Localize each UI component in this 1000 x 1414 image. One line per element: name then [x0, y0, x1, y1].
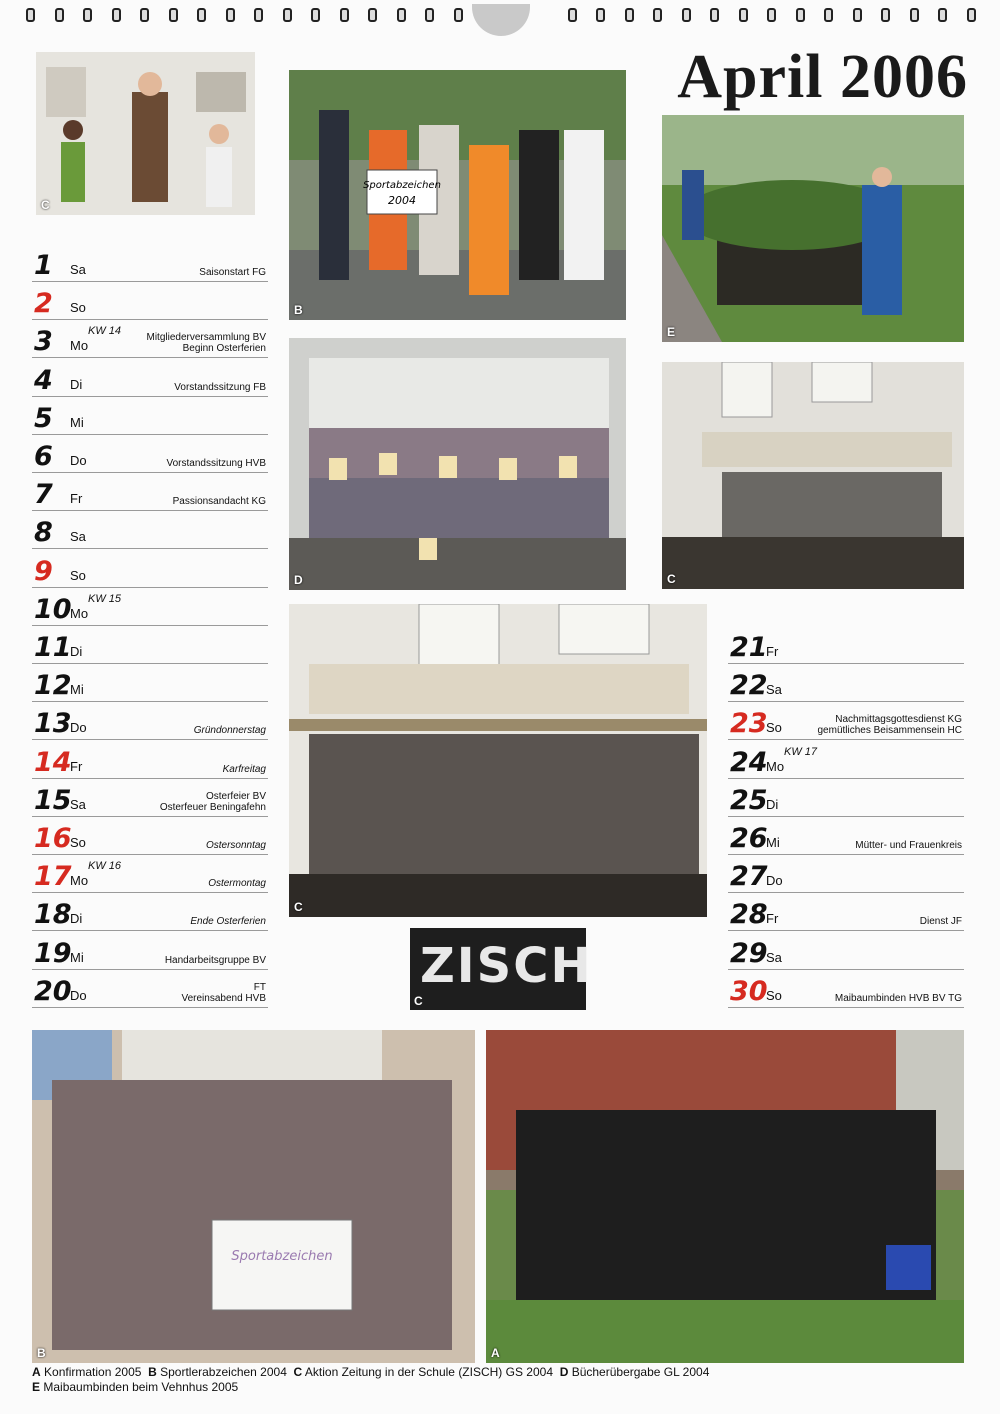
day-row	[32, 363, 268, 397]
day-number: 20	[34, 975, 72, 1007]
weekday: Mo	[766, 758, 785, 774]
day-event	[835, 993, 962, 1004]
weekday: Di	[70, 911, 83, 927]
weekday: Mi	[70, 949, 84, 965]
legend-text-d: Bücherübergabe GL 2004	[571, 1365, 710, 1379]
event-line: Ende Osterferien	[190, 916, 266, 928]
binding-ring	[226, 8, 235, 22]
day-number: 18	[34, 899, 72, 931]
legend-key-b: B	[148, 1365, 157, 1379]
day-event	[160, 791, 266, 813]
weekday: Sa	[70, 796, 86, 812]
binding-ring	[824, 8, 833, 22]
day-event	[167, 458, 267, 469]
event-line: gemütliches Beisammensein HC	[817, 725, 962, 737]
zisch-sign-text: ZISCH	[420, 938, 593, 994]
photo-sportabzeichen-group	[289, 70, 626, 320]
day-number: 1	[34, 250, 53, 281]
binding-ring	[55, 8, 64, 22]
photo-label: C	[414, 994, 423, 1008]
event-line: Gründonnerstag	[193, 725, 266, 737]
binding-ring	[739, 8, 748, 22]
day-event	[817, 714, 962, 736]
calendar-hanger	[472, 4, 530, 36]
day-number: 11	[34, 632, 72, 663]
day-number: 30	[730, 975, 768, 1007]
event-line: Passionsandacht KG	[172, 496, 266, 508]
day-row	[32, 706, 268, 740]
day-event	[223, 764, 266, 775]
day-row	[32, 821, 268, 855]
binding-ring	[682, 8, 691, 22]
binding-ring	[169, 8, 178, 22]
day-row	[32, 936, 268, 970]
day-event	[206, 840, 266, 851]
day-row	[32, 439, 268, 473]
binding-ring	[796, 8, 805, 22]
weekday: Do	[70, 987, 87, 1003]
day-number: 25	[730, 784, 768, 816]
legend-line-2	[32, 1380, 709, 1395]
day-row	[32, 401, 268, 435]
photo-label: E	[667, 325, 676, 339]
calendar-week: KW 14	[88, 325, 122, 338]
event-line: Handarbeitsgruppe BV	[164, 954, 266, 966]
day-number: 22	[730, 670, 768, 702]
day-number: 19	[34, 937, 72, 969]
binding-ring	[967, 8, 976, 22]
sign-line-2: 2004	[388, 194, 416, 207]
binding-ring	[853, 8, 862, 22]
photo-konfirmation	[486, 1030, 964, 1363]
day-row	[32, 324, 268, 358]
event-line: Ostersonntag	[205, 840, 266, 851]
legend-line-1	[32, 1365, 709, 1380]
day-number: 24	[730, 746, 768, 778]
day-row	[32, 974, 268, 1008]
weekday: Sa	[70, 262, 86, 277]
calendar-week: KW 17	[784, 745, 818, 758]
day-row	[728, 630, 964, 664]
weekday: Fr	[70, 491, 83, 507]
photo-zisch-performance	[662, 362, 964, 589]
photo-label: D	[294, 573, 303, 587]
event-line: Dienst JF	[919, 916, 962, 928]
binding-ring	[112, 8, 121, 22]
event-line: FT	[253, 981, 266, 993]
binding-ring	[653, 8, 662, 22]
day-event	[190, 916, 266, 927]
day-number: 26	[730, 823, 768, 854]
weekday: Mi	[70, 414, 84, 430]
binding-ring	[83, 8, 92, 22]
binding-ring	[938, 8, 947, 22]
day-number: 2	[34, 288, 53, 320]
day-number: 29	[730, 937, 768, 969]
legend-text-e: Maibaumbinden beim Vehnhus 2005	[43, 1380, 239, 1394]
binding-ring	[454, 8, 463, 22]
calendar-week: KW 15	[88, 592, 122, 605]
photo-label: C	[667, 572, 676, 586]
day-number: 27	[730, 861, 768, 893]
zisch-sign-photo	[410, 928, 593, 1010]
event-line: Vereinsabend HVB	[181, 992, 266, 1004]
day-row	[728, 745, 964, 779]
day-number: 6	[34, 441, 53, 472]
day-number: 4	[34, 364, 53, 396]
weekday: Mo	[70, 338, 89, 354]
day-row	[728, 668, 964, 702]
weekday: So	[70, 835, 86, 850]
day-row	[728, 859, 964, 893]
weekday: Do	[70, 453, 87, 468]
day-row	[32, 515, 268, 549]
sign-line-1: Sportabzeichen	[363, 180, 441, 191]
day-number: 8	[34, 517, 53, 549]
event-line: Ostermontag	[208, 878, 266, 890]
photo-zisch-stage	[289, 604, 707, 917]
binding-ring	[283, 8, 292, 22]
photo-label: C	[41, 198, 50, 212]
event-line: Nachmittagsgottesdienst KG	[835, 714, 962, 726]
day-event	[174, 382, 266, 393]
day-row	[728, 897, 964, 931]
weekday: Fr	[766, 644, 779, 659]
day-number: 9	[34, 555, 53, 587]
day-number: 3	[34, 326, 53, 358]
photo-sportabzeichen-school	[32, 1030, 475, 1363]
weekday: Di	[766, 796, 779, 812]
photo-label: B	[294, 303, 303, 317]
day-row	[32, 897, 268, 931]
photo-maibaumbinden	[662, 115, 964, 342]
binding-ring	[881, 8, 890, 22]
day-row	[32, 783, 268, 817]
weekday: Di	[70, 644, 83, 659]
weekday: Sa	[766, 949, 782, 965]
day-row	[32, 554, 268, 588]
photo-legend	[32, 1365, 709, 1395]
day-number: 10	[34, 593, 72, 625]
day-row	[728, 783, 964, 817]
binding-ring	[910, 8, 919, 22]
weekday: So	[766, 987, 782, 1003]
weekday: Di	[70, 376, 83, 392]
event-line: Beginn Osterferien	[182, 343, 266, 355]
photo-classroom-presentation	[36, 52, 255, 215]
legend-text-b: Sportlerabzeichen 2004	[160, 1365, 287, 1379]
day-number: 14	[34, 746, 72, 778]
day-number: 7	[34, 479, 53, 511]
day-row	[32, 248, 268, 282]
binding-ring	[425, 8, 434, 22]
calendar-title: April 2006	[677, 43, 968, 111]
day-row	[728, 936, 964, 970]
weekday: Sa	[766, 682, 782, 698]
day-number: 21	[730, 632, 768, 663]
day-row	[32, 859, 268, 893]
event-line: Vorstandssitzung FB	[174, 381, 266, 393]
binding-ring	[197, 8, 206, 22]
day-number: 16	[34, 823, 72, 854]
binding-ring	[625, 8, 634, 22]
event-line: Karfreitag	[222, 763, 266, 775]
day-number: 28	[730, 899, 768, 931]
legend-key-d: D	[559, 1365, 569, 1379]
day-event	[920, 916, 962, 927]
weekday: Sa	[70, 529, 86, 545]
event-line: Saisonstart FG	[199, 267, 266, 278]
legend-key-e: E	[32, 1380, 41, 1394]
day-number: 23	[730, 708, 768, 740]
event-line: Maibaumbinden HVB BV TG	[834, 992, 962, 1004]
weekday: So	[70, 567, 86, 583]
event-line: Osterfeier BV	[205, 790, 266, 802]
binding-ring	[26, 8, 35, 22]
day-row	[32, 745, 268, 779]
weekday: So	[70, 300, 86, 316]
photo-label: B	[37, 1346, 46, 1360]
weekday: Mi	[70, 682, 84, 698]
day-row	[32, 286, 268, 320]
day-row	[32, 477, 268, 511]
binding-ring	[596, 8, 605, 22]
day-event	[165, 955, 266, 966]
day-row	[728, 706, 964, 740]
event-line: Mitgliederversammlung BV	[146, 332, 266, 344]
weekday: Mi	[766, 835, 780, 850]
day-number: 13	[34, 708, 72, 740]
day-event	[194, 725, 266, 736]
legend-text-a: Konfirmation 2005	[44, 1365, 142, 1379]
day-event	[208, 878, 266, 889]
day-row	[32, 592, 268, 626]
day-number: 5	[34, 402, 53, 434]
binding-ring	[254, 8, 263, 22]
weekday: Mo	[70, 873, 89, 889]
day-number: 15	[34, 784, 72, 816]
event-line: Vorstandssitzung HVB	[166, 458, 266, 469]
legend-text-c: Aktion Zeitung in der Schule (ZISCH) GS 2004	[304, 1365, 554, 1379]
weekday: Fr	[70, 758, 83, 774]
day-event	[181, 982, 266, 1004]
binding-ring	[397, 8, 406, 22]
weekday: Fr	[766, 911, 779, 927]
calendar-week: KW 16	[88, 860, 122, 873]
binding-ring	[368, 8, 377, 22]
day-event	[147, 332, 267, 354]
weekday: Do	[766, 873, 783, 889]
binding-ring	[568, 8, 577, 22]
binding-ring	[140, 8, 149, 22]
photo-label: C	[294, 900, 303, 914]
day-row	[728, 974, 964, 1008]
binding-ring	[311, 8, 320, 22]
event-line: Osterfeuer Beningafehn	[159, 801, 266, 813]
weekday: Mo	[70, 605, 89, 621]
day-row	[728, 821, 964, 855]
school-sign-text: Sportabzeichen	[231, 1249, 333, 1264]
binding-ring	[340, 8, 349, 22]
day-event	[173, 496, 266, 507]
event-line: Mütter- und Frauenkreis	[855, 840, 962, 851]
day-event	[855, 840, 962, 851]
binding-ring	[767, 8, 776, 22]
day-row	[32, 630, 268, 664]
photo-label: A	[491, 1346, 500, 1360]
legend-key-a: A	[32, 1365, 41, 1379]
weekday: So	[766, 720, 782, 736]
day-number: 17	[34, 861, 72, 893]
photo-buecheruebergabe	[289, 338, 626, 590]
day-number: 12	[34, 670, 72, 702]
binding-ring	[710, 8, 719, 22]
day-row	[32, 668, 268, 702]
weekday: Do	[70, 720, 87, 736]
day-event	[199, 267, 266, 278]
legend-key-c: C	[293, 1365, 303, 1379]
